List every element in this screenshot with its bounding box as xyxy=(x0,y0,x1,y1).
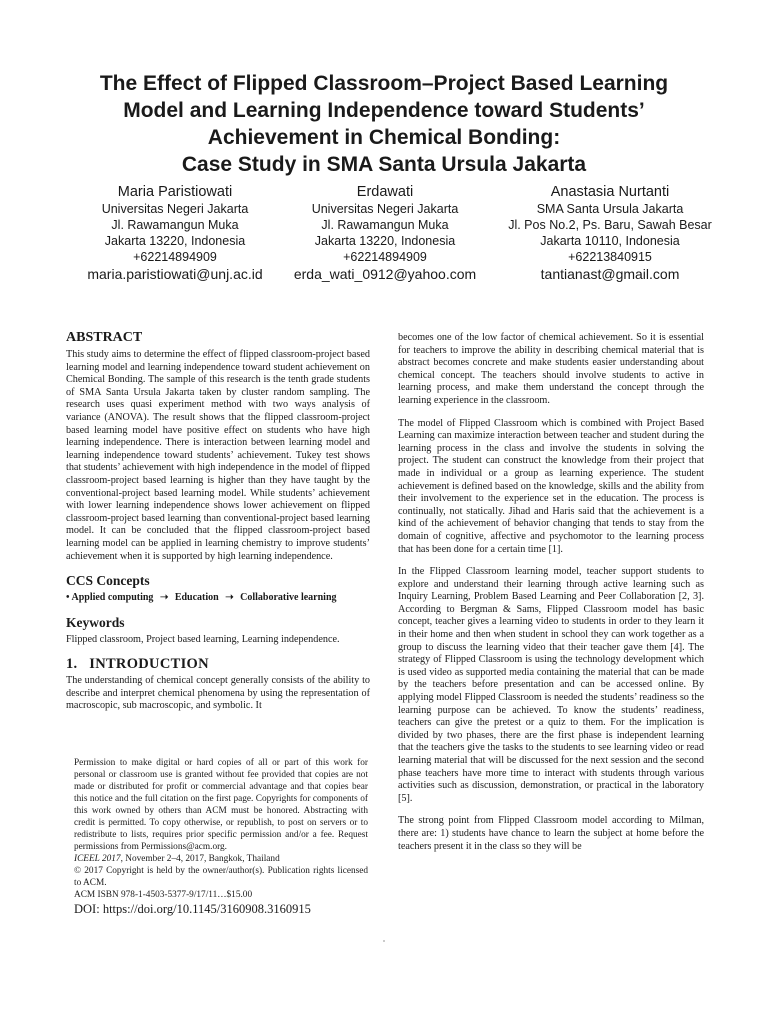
author-address: Jakarta 13220, Indonesia xyxy=(104,234,246,248)
right-column xyxy=(398,332,704,863)
ccs-concepts xyxy=(66,592,370,605)
doi-line xyxy=(74,902,368,917)
keywords-heading: Keywords xyxy=(66,614,125,630)
arrow-right-icon: ➝ xyxy=(225,592,234,604)
abstract-heading: ABSTRACT xyxy=(66,330,143,345)
author-email[interactable]: maria.paristiowati@unj.ac.id xyxy=(87,266,263,282)
permission-notice xyxy=(74,757,368,917)
arrow-right-icon: ➝ xyxy=(159,592,169,604)
ccs-item: Education xyxy=(174,592,219,604)
abstract-text: This study aims to determine the effect of flipped classroom-project based learning model and learning independence toward student achievement on Chemical Bonding. The sample of this research is the tenth grade students of SMA Santa Ursula Jakarta taken by cluster random sampling. The research uses quasi experiment method with two ways analysis of variance (ANOVA). The result shows that the flipped classroom-project based learning model have positive effect on students who have high learning independence. There is interaction between learning model and learning independence toward students’ achievement. Tukey test shows that students’ achievement with high independence in the model of flipped classroom-project based learning is higher than they have taught by the conventional-project based learning model. While students’ achievement with lower learning independence shows lower achievement on flipped classroom-project based learning than conventional-project based learning model. It can be concluded that the flipped classroom-project based learning model can be applied in learning chemistry to improve students’ achievement when it is supported by high learning independence. xyxy=(66,349,370,562)
author-email[interactable]: erda_wati_0912@yahoo.com xyxy=(293,266,477,282)
conference-name: ICEEL 2017 xyxy=(74,854,121,864)
author-affiliation: SMA Santa Ursula Jakarta xyxy=(536,202,684,216)
author-address: Jl. Rawamangun Muka xyxy=(111,218,239,232)
author-address: Jl. Pos No.2, Ps. Baru, Sawah Besar xyxy=(508,218,712,232)
author-phone: +62214894909 xyxy=(133,250,217,264)
introduction-text: The understanding of chemical concept generally consists of the ability to describe and interpret chemical phenomena by using the representation of macroscopic, sub macroscopic, and symbolic. It xyxy=(66,675,370,712)
title-line: The Effect of Flipped Classroom–Project Based Learning xyxy=(99,72,669,95)
paper-title xyxy=(40,70,728,178)
ccs-item: Applied computing xyxy=(71,592,154,604)
author-address: Jakarta 10110, Indonesia xyxy=(540,234,680,248)
author-address: Jl. Rawamangun Muka xyxy=(321,218,449,232)
author-name: Maria Paristiowati xyxy=(117,184,233,200)
title-line: Case Study in SMA Santa Ursula Jakarta xyxy=(181,153,587,176)
author-affiliation: Universitas Negeri Jakarta xyxy=(311,202,459,216)
author-name: Erdawati xyxy=(356,184,414,200)
author-affiliation: Universitas Negeri Jakarta xyxy=(101,202,249,216)
ccs-bullet: • xyxy=(66,592,70,604)
body-paragraph: becomes one of the low factor of chemical achievement. So it is essential for teachers to improve the ability in describing chemical material that is abstract becomes concrete and make students easier understanding about chemical concept. The teachers should involve students to active in learning process, and make them understand the concept through the learning experience in the classroom. xyxy=(398,332,704,406)
page-mark xyxy=(383,940,385,942)
ccs-item: Collaborative learning xyxy=(240,592,337,604)
author-phone: +62213840915 xyxy=(568,250,652,264)
body-paragraph: In the Flipped Classroom learning model, teacher support students to explore and understand their learning through active learning such as Inquiry Learning, Problem Based Learning and Peer Collaboration [2, 3]. According to Bergman & Sams, Flipped Classroom model has basic concept, teacher gives a learning video to students in order to they learn it in their home and then when student in school they can work together as a group to discuss the learning video that their teacher gave them [4]. The strategy of Flipped Classroom is using the technology development which is used video as supported media containing the material that can be made by the teachers before presentation and can be accessed online. By applying model Flipped Classroom is needed the students’ readiness so the learning purpose can be achieved. To know the students’ readiness, teachers can give the pretest or a quiz to them. For the implication is divided by two phases, there are the first phase is independent learning that the teachers give the tasks to the students to see learning video or read learning material that will be discussed for the next session and the second phase teachers have more time to interact with students through various activities such as discussion, demonstration, or practical in the laboratory [5]. xyxy=(398,566,704,804)
author-name: Anastasia Nurtanti xyxy=(550,184,670,200)
author-2 xyxy=(275,183,495,283)
permission-text: Permission to make digital or hard copies of all or part of this work for personal or classroom use is granted without fee provided that copies are not made or distributed for profit or commercial advantage and that copies bear this notice and the full citation on the first page. Copyrights for components of this work owned by others than ACM must be honored. Abstracting with credit is permitted. To copy otherwise, or republish, to post on servers or to redistribute to lists, requires prior specific permission and/or a fee. Request permissions from Permissions@acm.org. xyxy=(74,758,368,852)
conference-details: , November 2–4, 2017, Bangkok, Thailand xyxy=(120,854,280,864)
author-phone: +62214894909 xyxy=(343,250,427,264)
doi-link[interactable]: https://doi.org/10.1145/3160908.3160915 xyxy=(102,902,311,916)
ccs-heading: CCS Concepts xyxy=(66,573,150,589)
doi-label: DOI: xyxy=(74,902,103,916)
left-column xyxy=(66,330,370,723)
keywords-text: Flipped classroom, Project based learning, Learning independence. xyxy=(66,633,340,645)
body-paragraph: The strong point from Flipped Classroom model according to Milman, there are: 1) students have chance to learn the subject at home before the teachers present it in the class so they will be xyxy=(398,815,704,852)
conference-info xyxy=(74,853,368,865)
introduction-heading: 1. INTRODUCTION xyxy=(66,656,209,673)
author-address: Jakarta 13220, Indonesia xyxy=(314,234,456,248)
body-paragraph: The model of Flipped Classroom which is combined with Project Based Learning can maximize interaction between teacher and student during the learning process in the class and involve the students in solving the project. The student can construct the knowledge from their project that made in individual or a group as learning experience. The student achievement is defined based on the knowledge, skills and the ability from their involvement to the experience set in the education. The process is continually, not statically. Jihad and Haris said that the achievement is a kind of the achievement of behavior changing that tends to stay from the domain of cognitive, affective and psychomotor to the learning process that has been done for a certain time [1]. xyxy=(398,417,704,555)
title-line: Model and Learning Independence toward Students’ xyxy=(123,99,645,122)
author-3 xyxy=(485,183,735,283)
author-email[interactable]: tantianast@gmail.com xyxy=(540,266,680,282)
title-line: Achievement in Chemical Bonding: xyxy=(207,126,561,149)
isbn: ACM ISBN 978-1-4503-5377-9/17/11…$15.00 xyxy=(74,890,253,900)
author-1 xyxy=(60,183,290,283)
copyright-notice: © 2017 Copyright is held by the owner/author(s). Publication rights licensed to ACM. xyxy=(74,866,368,888)
